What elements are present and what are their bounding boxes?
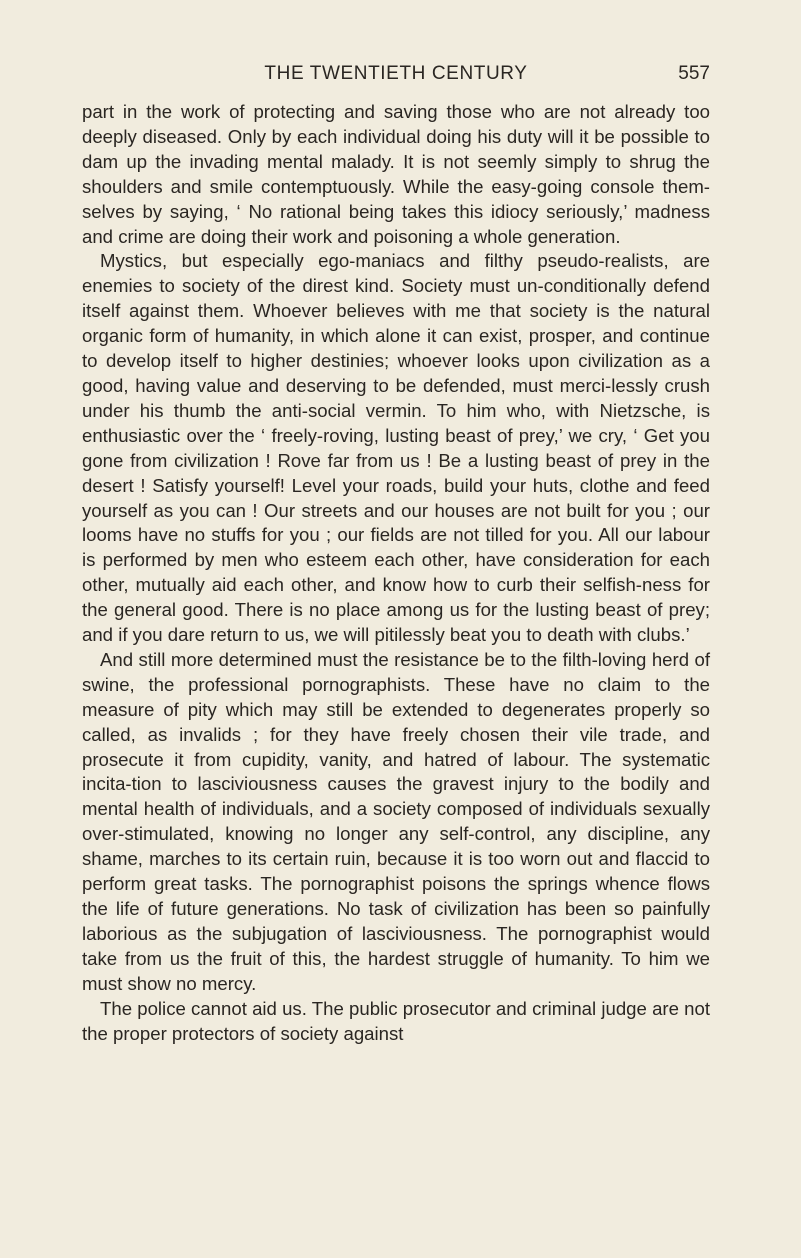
page-number: 557 bbox=[678, 63, 710, 84]
paragraph-police: The police cannot aid us. The public prosecutor and criminal judge are not the proper protectors of society against bbox=[82, 997, 710, 1044]
running-title: THE TWENTIETH CENTURY bbox=[264, 63, 528, 84]
body-text bbox=[82, 100, 710, 1046]
paragraph-pornographists: And still more determined must the resistance be to the filth-loving herd of swine, the professional pornographists. These have no claim to the measure of pity which may still be extended to degenerates properly so called, as invalids ; for they have freely chosen their vile trade, and prosecute it from cupidity, vanity, and hatred of labour. The systematic incita-tion to lasciviousness causes the gravest injury to the bodily and mental health of individuals, and a society composed of individuals sexually over-stimulated, knowing no longer any self-control, any discipline, any shame, marches to its certain ruin, because it is too worn out and flaccid to perform great tasks. The pornographist poisons the springs whence flows the life of future generations. No task of civilization has been so painfully laborious as the subjugation of lasciviousness. The pornographist would take from us the fruit of this, the hardest struggle of humanity. To him we must show no mercy. bbox=[82, 648, 710, 994]
paragraph-continuation: part in the work of protecting and saving those who are not already too deeply diseased. Only by each individual doing his duty will it be possible to dam up the invading mental malady. It is not seemly simply to shrug the shoulders and smile contemptuously. While the easy-going console them-selves by saying, ‘ No rational being takes this idiocy seriously,’ madness and crime are doing their work and poisoning a whole generation. bbox=[82, 101, 710, 247]
running-head bbox=[82, 62, 710, 86]
paragraph-mystics: Mystics, but especially ego-maniacs and filthy pseudo-realists, are enemies to society of the direst kind. Society must un-conditionally defend itself against them. Whoever believes with me that society is the natural organic form of humanity, in which alone it can exist, prosper, and continue to develop itself to higher destinies; whoever looks upon civilization as a good, having value and deserving to be defended, must merci-lessly crush under his thumb the anti-social vermin. To him who, with Nietzsche, is enthusiastic over the ‘ freely-roving, lusting beast of prey,’ we cry, ‘ Get you gone from civilization ! Rove far from us ! Be a lusting beast of prey in the desert ! Satisfy yourself! Level your roads, build your huts, clothe and feed yourself as you can ! Our streets and our houses are not built for you ; our looms have no stuffs for you ; our fields are not tilled for you. All our labour is performed by men who esteem each other, have consideration for each other, mutually aid each other, and know how to curb their selfish-ness for the general good. There is no place among us for the lusting beast of prey; and if you dare return to us, we will pitilessly beat you to death with clubs.’ bbox=[82, 250, 710, 646]
